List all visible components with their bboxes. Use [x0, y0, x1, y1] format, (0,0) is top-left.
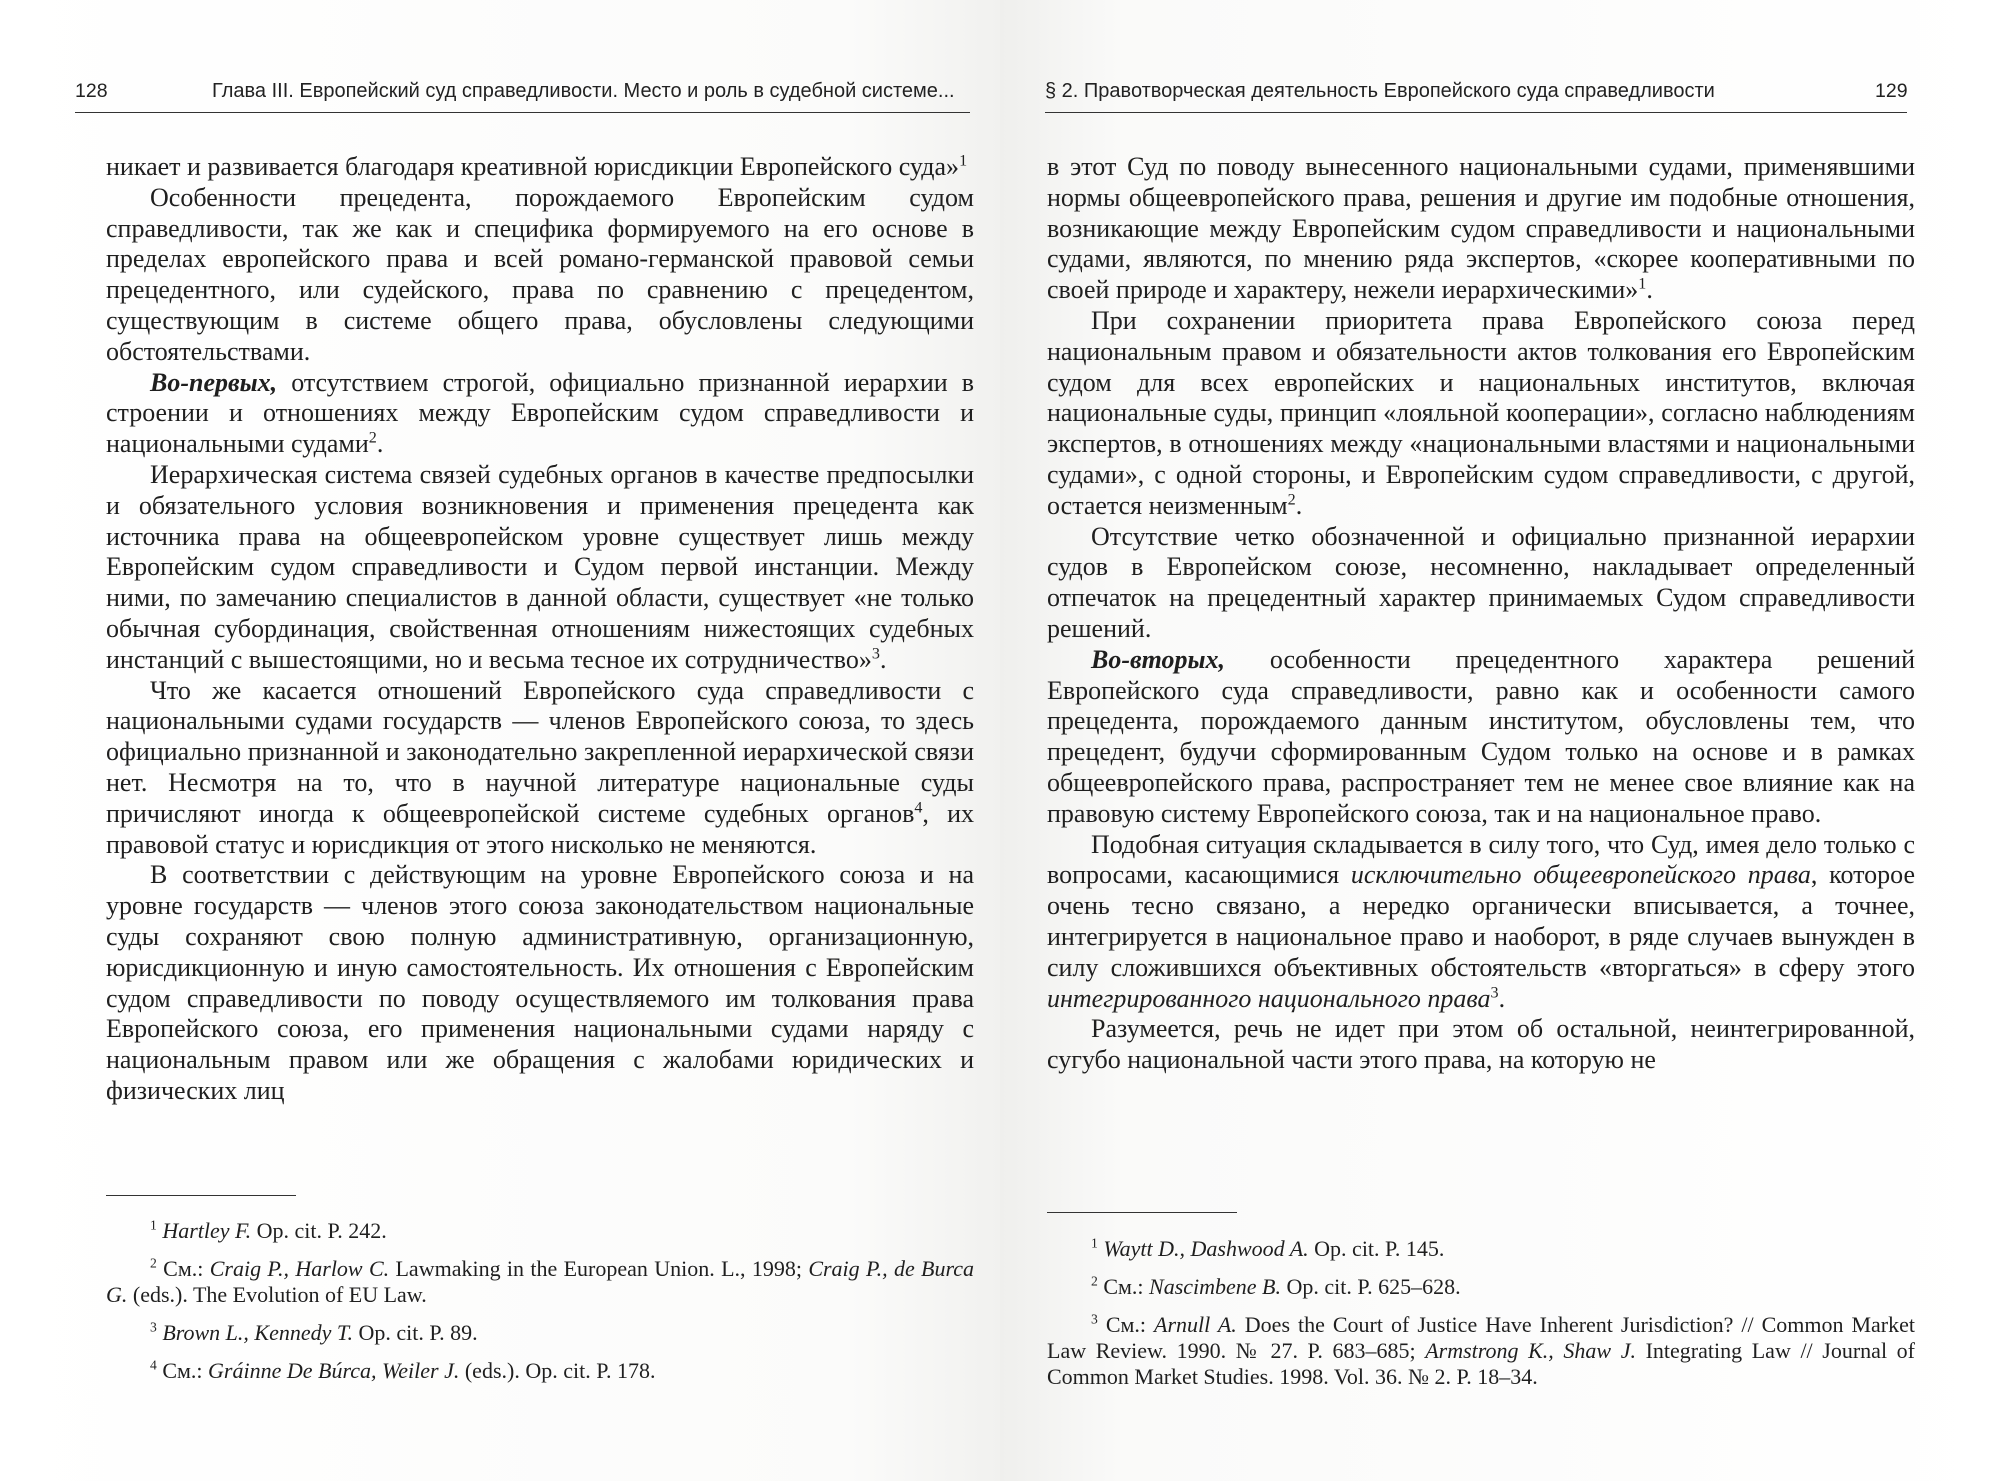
footnote: $^3$ Brown L., Kennedy T. Op. cit. P. 89. — [150, 1319, 478, 1345]
paragraph: Подобная ситуация складывается в силу того, что Суд, имея дело только с вопросами, касающимися исключительно общеевропейского права, которое очень тесно связано, а нередко органически вписывается, а точнее, интегрируется в национальное право и наоборот, в ряде случаев вынужден в силу сложившихся объективных обстоятельств «вторгаться» в сферу этого интегрированного национального права$^3$. — [1047, 829, 1915, 1013]
paragraph: Отсутствие четко обозначенной и официально признанной иерархии судов в Европейском союзе, несомненно, накладывает определенный отпечаток на прецедентный характер принимаемых Судом справедливости решений. — [1047, 521, 1915, 643]
footnote: $^1$ Waytt D., Dashwood A. Op. cit. P. 145. — [1091, 1235, 1445, 1261]
paragraph: Во-первых, отсутствием строгой, официально признанной иерархии в строении и отношениях между Европейским судом справедливости и национальными судами$^2$. — [106, 367, 974, 459]
paragraph: При сохранении приоритета права Европейского союза перед национальным правом и обязательности актов толкования его Европейским судом для всех европейских и национальных институтов, включая национальные суды, принцип «лояльной кооперации», согласно наблюдениям экспертов, в отношениях между «национальными властями и национальными судами», с одной стороны, и Европейским судом справедливости, с другой, остается неизменным$^2$. — [1047, 305, 1915, 520]
body-text — [106, 152, 974, 1107]
footnotes — [106, 1218, 974, 1396]
body-text — [1047, 152, 1915, 1076]
paragraph: Во-вторых, особенности прецедентного характера решений Европейского суда справедливости, равно как и особенности самого прецедента, порождаемого данным институтом, обусловлены тем, что прецедент, будучи сформированным Судом только на основе и в рамках общеевропейского права, распространяет тем не менее свое влияние как на правовую систему Европейского союза, так и на национальное право. — [1047, 644, 1915, 828]
page-number: 129 — [1875, 80, 1908, 102]
footnote-rule — [106, 1195, 296, 1196]
lead-phrase: Во-первых, — [150, 367, 278, 397]
page-number: 128 — [75, 80, 108, 102]
header-rule — [1045, 112, 1907, 113]
footnote: $^2$ См.: Nascimbene B. Op. cit. P. 625–628. — [1091, 1273, 1461, 1299]
lead-phrase: Во-вторых, — [1091, 644, 1226, 674]
paragraph: в этот Суд по поводу вынесенного национальными судами, применявшими нормы общеевропейского права, решения и другие им подобные отношения, возникающие между Европейским судом справедливости и национальными судами, являются, по мнению ряда экспертов, «скорее кооперативными по своей природе и характеру, нежели иерархическими»$^1$. — [1047, 152, 1915, 305]
footnote: $^4$ См.: Gráinne De Búrca, Weiler J. (eds.). Op. cit. P. 178. — [150, 1357, 656, 1383]
paragraph: Разумеется, речь не идет при этом об остальной, неинтегрированной, сугубо национальной части этого права, на которую не — [1047, 1014, 1915, 1075]
right-page — [1000, 0, 2000, 1481]
footnote-rule — [1047, 1212, 1237, 1213]
paragraph: никает и развивается благодаря креативной юрисдикции Европейского суда»$^1$ — [106, 152, 968, 181]
paragraph: Что же касается отношений Европейского суда справедливости с национальными судами государств — членов Европейского союза, то здесь официально признанной и законодательно закрепленной иерархической связи нет. Несмотря на то, что в научной литературе национальные суды причисляют иногда к общеевропейской системе судебных органов$^4$, их правовой статус и юрисдикция от этого нисколько не меняются. — [106, 675, 974, 859]
paragraph: Иерархическая система связей судебных органов в качестве предпосылки и обязательного условия возникновения и применения прецедента как источника права на общеевропейском уровне существует лишь между Европейским судом справедливости и Судом первой инстанции. Между ними, по замечанию специалистов в данной области, существует «не только обычная субординация, свойственная отношениям нижестоящих судебных инстанций с вышестоящими, но и весьма тесное их сотрудничество»$^3$. — [106, 459, 974, 674]
footnote: $^1$ Hartley F. Op. cit. P. 242. — [150, 1217, 387, 1243]
header-rule — [75, 112, 970, 113]
footnote: $^2$ См.: Craig P., Harlow C. Lawmaking in the European Union. L., 1998; Craig P., de Burca G. (eds.). The Evolution of EU Law. — [106, 1255, 975, 1307]
footnotes — [1047, 1236, 1915, 1402]
running-head: Глава III. Европейский суд справедливости. Место и роль в судебной системе... — [212, 80, 955, 102]
paragraph: Особенности прецедента, порождаемого Европейским судом справедливости, так же как и специфика формируемого на его основе в пределах европейского права и всей романо-германской правовой семьи прецедентного, или судейского, права по сравнению с прецедентом, существующим в системе общего права, обусловлены следующими обстоятельствами. — [106, 182, 974, 366]
footnote: $^3$ См.: Arnull A. Does the Court of Justice Have Inherent Jurisdiction? // Common Market Law Review. 1990. № 27. P. 683–685; Armstrong K., Shaw J. Integrating Law // Journal of Common Market Studies. 1998. Vol. 36. № 2. P. 18–34. — [1047, 1311, 1915, 1389]
running-head: § 2. Правотворческая деятельность Европейского суда справедливости — [1045, 80, 1715, 102]
paragraph: В соответствии с действующим на уровне Европейского союза и на уровне государств — членов этого союза законодательством национальные суды сохраняют свою полную административную, организационную, юрисдикционную и иную самостоятельность. Их отношения с Европейским судом справедливости по поводу осуществляемого им толкования права Европейского союза, его применения национальными судами наряду с национальным правом или же обращения с жалобами юридических и физических лиц — [106, 860, 974, 1105]
